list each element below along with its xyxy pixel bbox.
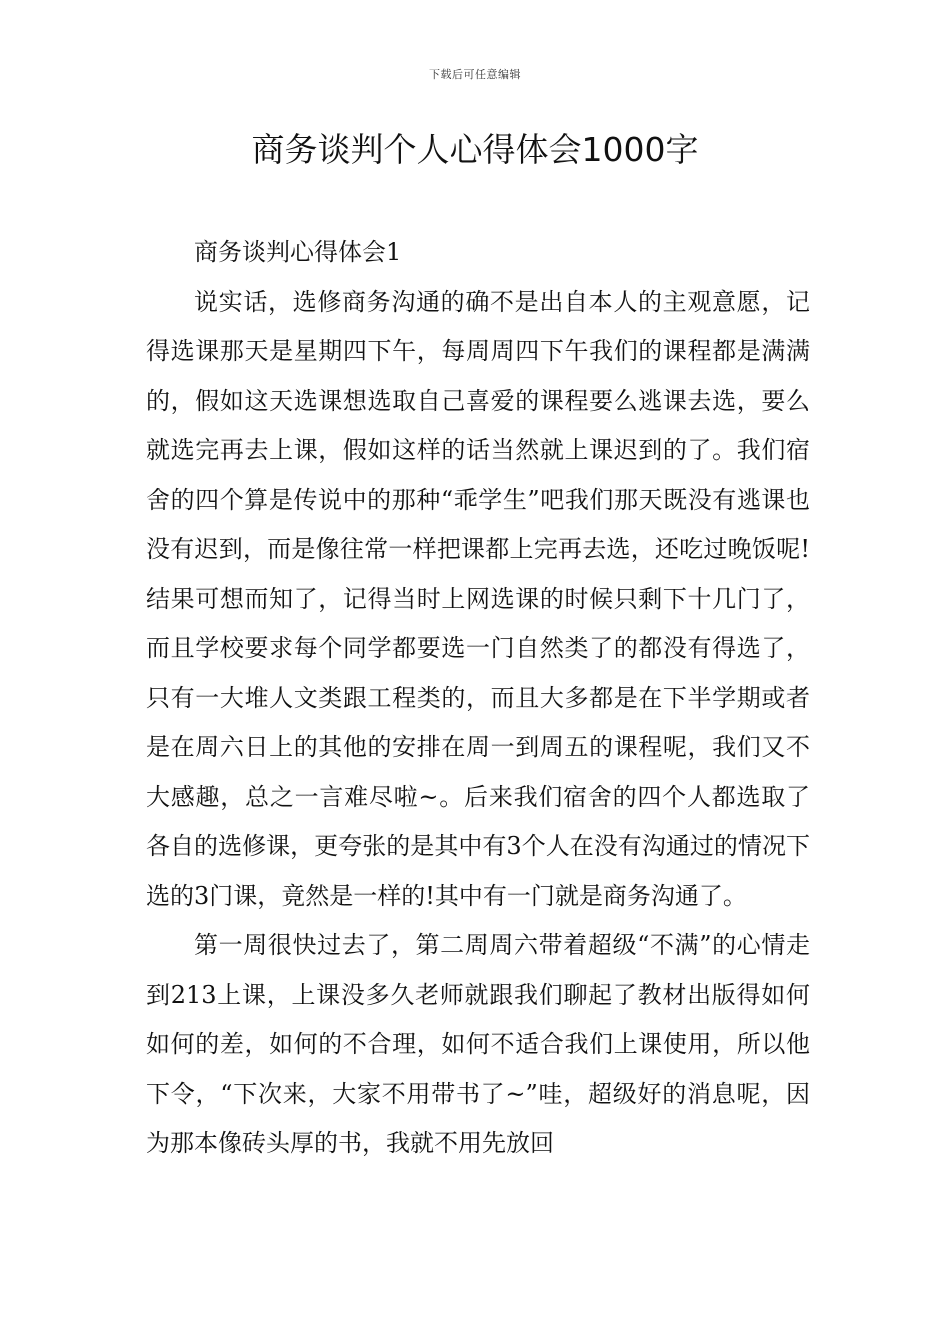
body-paragraph: 说实话，选修商务沟通的确不是出自本人的主观意愿，记得选课那天是星期四下午，每周周四下午我们的课程都是满满的，假如这天选课想选取自己喜爱的课程要么逃课去选，要么就选完再去上课，假如这样的话当然就上课迟到的了。我们宿舍的四个算是传说中的那种“乖学生”吧我们那天既没有逃课也没有迟到，而是像往常一样把课都上完再去选，还吃过晚饭呢!结果可想而知了，记得当时上网选课的时候只剩下十几门了，而且学校要求每个同学都要选一门自然类了的都没有得选了，只有一大堆人文类跟工程类的，而且大多都是在下半学期或者是在周六日上的其他的安排在周一到周五的课程呢，我们又不大感趣，总之一言难尽啦~。后来我们宿舍的四个人都选取了各自的选修课，更夸张的是其中有3个人在没有沟通过的情况下选的3门课，竟然是一样的!其中有一门就是商务沟通了。 — [146, 287, 810, 910]
document-title: 商务谈判个人心得体会1000字 — [251, 130, 699, 169]
body-paragraph: 第一周很快过去了，第二周周六带着超级“不满”的心情走到213上课，上课没多久老师就跟我们聊起了教材出版得如何如何的差，如何的不合理，如何不适合我们上课使用，所以他下令，“下次来，大家不用带书了~”哇，超级好的消息呢，因为那本像砖头厚的书，我就不用先放回 — [146, 931, 810, 1157]
section-heading: 商务谈判心得体会1 — [194, 238, 402, 266]
page-header-note: 下载后可任意编辑 — [429, 68, 521, 81]
document-body — [146, 228, 810, 1169]
